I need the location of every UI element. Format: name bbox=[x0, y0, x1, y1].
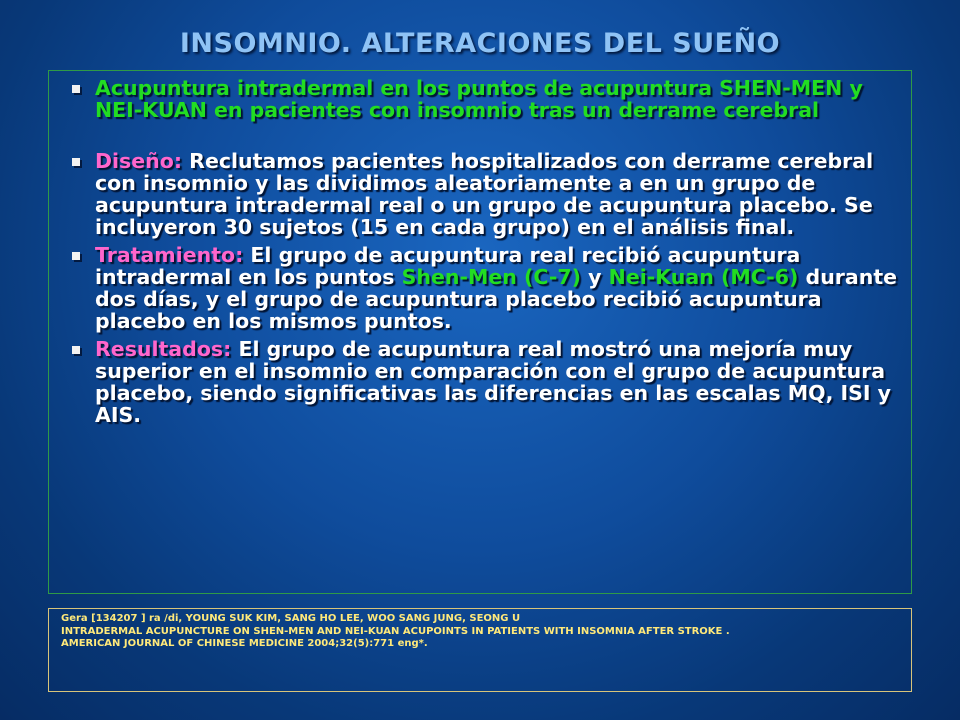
design-label: Diseño: bbox=[95, 149, 183, 173]
results-text: El grupo de acupuntura real mostró una mejoría muy superior en el insomnio en comparación con el grupo de acupuntura placebo, siendo significativas las diferencias en las escalas MQ, ISI y AIS. bbox=[95, 337, 892, 427]
design-text: Reclutamos pacientes hospitalizados con derrame cerebral con insomnio y las dividimos aleatoriamente a en un grupo de acupuntura intradermal real o un grupo de acupuntura placebo. Se incluyeron 30 sujetos (15 en cada grupo) en el análisis final. bbox=[95, 149, 874, 239]
study-title-text: Acupuntura intradermal en los puntos de acupuntura SHEN-MEN y NEI-KUAN en pacientes con insomnio tras un derrame cerebral bbox=[95, 76, 863, 122]
results-label: Resultados: bbox=[95, 337, 232, 361]
reference-title: INTRADERMAL ACUPUNCTURE ON SHEN-MEN AND NEI-KUAN ACUPOINTS IN PATIENTS WITH INSOMNIA AFTER STROKE . bbox=[61, 625, 730, 637]
square-bullet-icon bbox=[72, 252, 80, 260]
square-bullet-icon bbox=[72, 158, 80, 166]
bullet-list bbox=[61, 77, 901, 426]
treatment-text-a: El grupo de acupuntura real recibió acupuntura intradermal en los puntos bbox=[95, 243, 801, 289]
square-bullet-icon bbox=[72, 85, 80, 93]
acupoint-nei-kuan: Nei-Kuan (MC-6) bbox=[608, 265, 799, 289]
treatment-text-c: durante dos días, y el grupo de acupuntura placebo recibió acupuntura placebo en los mismos puntos. bbox=[95, 265, 898, 333]
bullet-study-title bbox=[61, 77, 901, 121]
content-box bbox=[48, 70, 912, 594]
bullet-results bbox=[61, 338, 901, 426]
reference-authors: Gera [134207 ] ra /di, YOUNG SUK KIM, SANG HO LEE, WOO SANG JUNG, SEONG U bbox=[61, 613, 521, 624]
square-bullet-icon bbox=[72, 346, 80, 354]
bullet-design bbox=[61, 150, 901, 238]
treatment-label: Tratamiento: bbox=[95, 243, 244, 267]
reference-box bbox=[48, 608, 912, 692]
bullet-treatment bbox=[61, 244, 901, 332]
treatment-text-b: y bbox=[581, 265, 609, 289]
slide-title: INSOMNIO. ALTERACIONES DEL SUEÑO bbox=[179, 28, 781, 59]
reference-journal: AMERICAN JOURNAL OF CHINESE MEDICINE 2004;32(5):771 eng*. bbox=[61, 638, 428, 649]
acupoint-shen-men: Shen-Men (C-7) bbox=[401, 265, 582, 289]
